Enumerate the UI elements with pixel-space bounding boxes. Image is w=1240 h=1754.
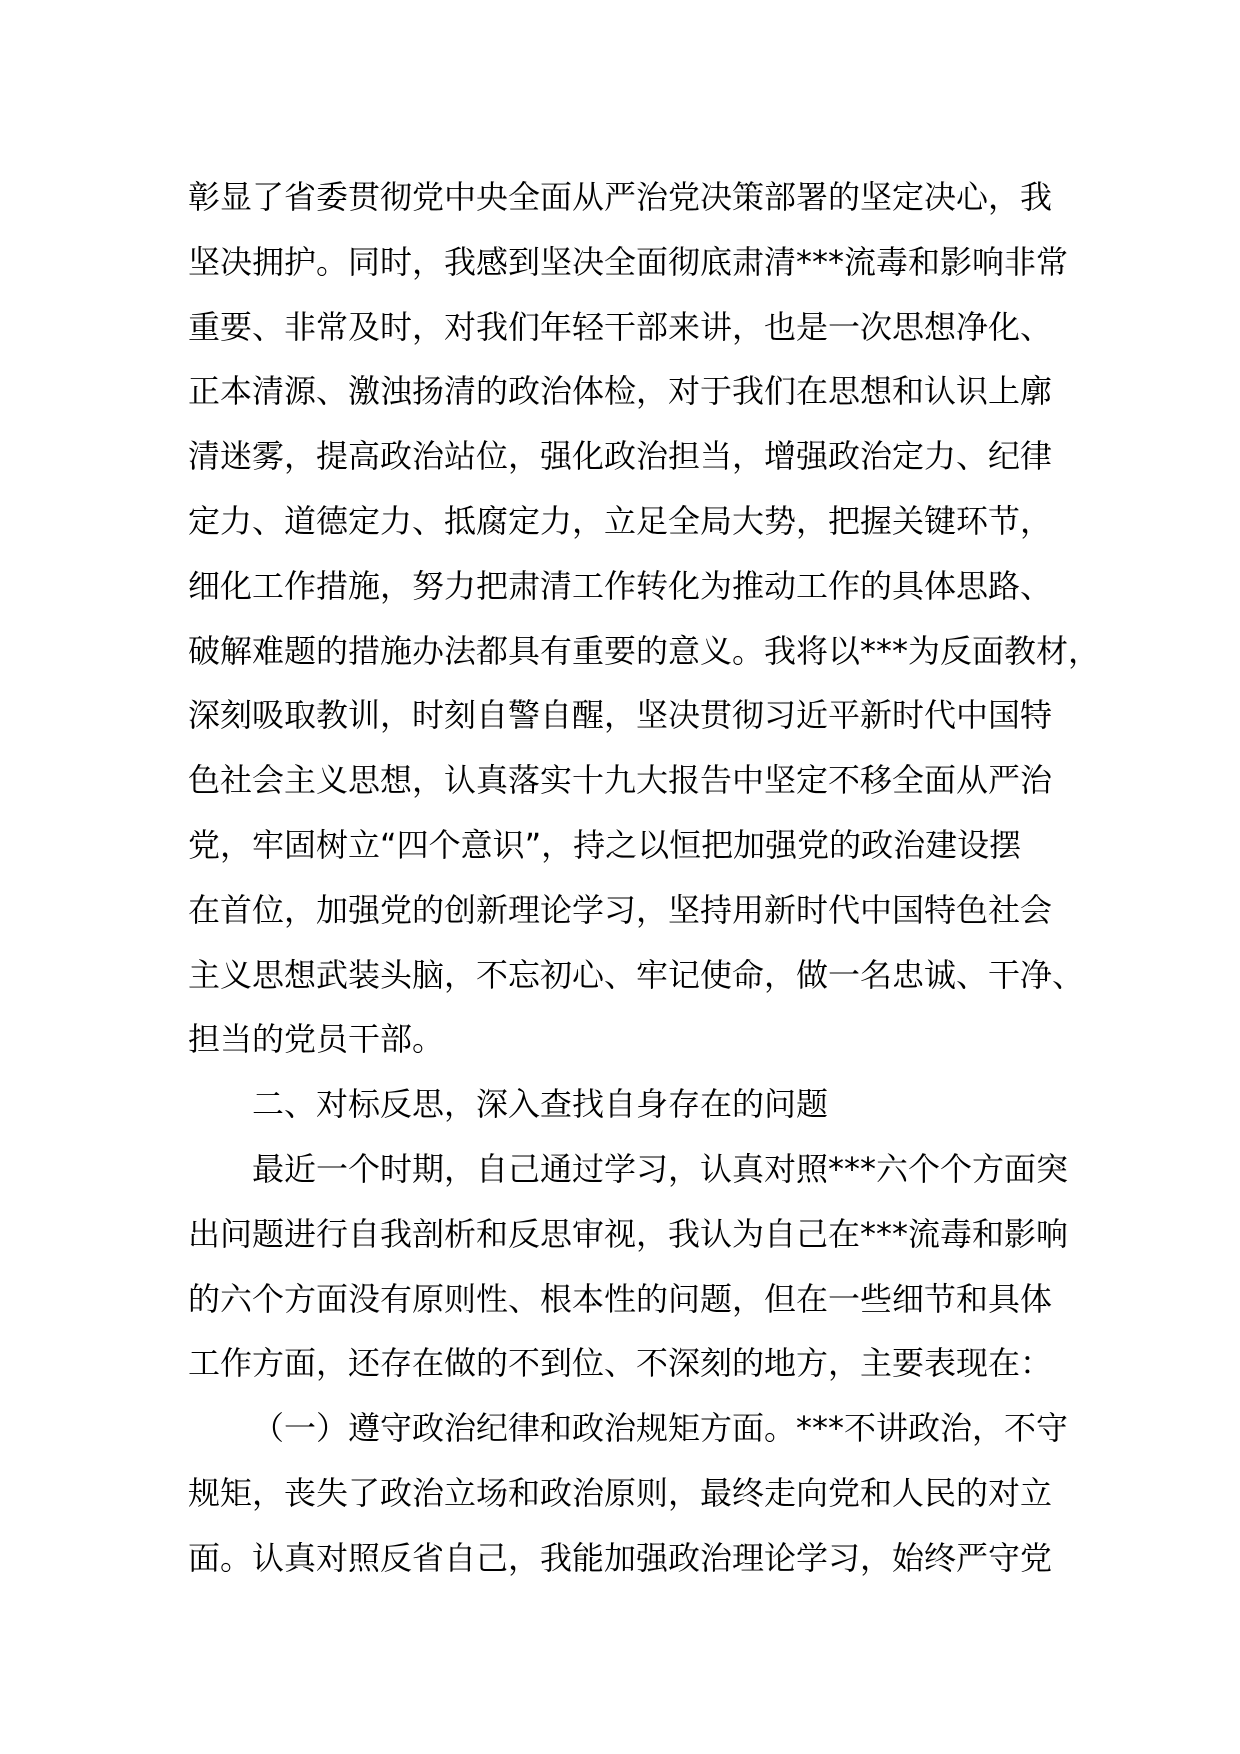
text-line: 正本清源、激浊扬清的政治体检，对于我们在思想和认识上廓 — [188, 372, 1053, 411]
text-line: 主义思想武装头脑，不忘初心、牢记使命，做一名忠诚、干净、 — [188, 955, 1085, 994]
text-line: 规矩，丧失了政治立场和政治原则，最终走向党和人民的对立 — [188, 1473, 1053, 1512]
text-line: 彰显了省委贯彻党中央全面从严治党决策部署的坚定决心，我 — [188, 178, 1053, 216]
text-line: 定力、道德定力、抵腐定力，立足全局大势，把握关键环节， — [188, 501, 1053, 540]
text-line: 细化工作措施，努力把肃清工作转化为推动工作的具体思路、 — [188, 566, 1053, 605]
text-line: 破解难题的措施办法都具有重要的意义。我将以***为反面教材， — [188, 631, 1101, 670]
text-line: 工作方面，还存在做的不到位、不深刻的地方，主要表现在： — [188, 1344, 1053, 1383]
text-line: 深刻吸取教训，时刻自警自醒，坚决贯彻习近平新时代中国特 — [188, 696, 1053, 735]
text-line: 清迷雾，提高政治站位，强化政治担当，增强政治定力、纪律 — [188, 437, 1053, 476]
text-line: 党，牢固树立“四个意识”，持之以恒把加强党的政治建设摆 — [188, 825, 1022, 864]
text-line: 最近一个时期，自己通过学习，认真对照***六个个方面突 — [252, 1149, 1069, 1188]
text-line: 的六个方面没有原则性、根本性的问题，但在一些细节和具体 — [188, 1279, 1053, 1318]
section-heading: 二、对标反思，深入查找自身存在的问题 — [252, 1085, 829, 1124]
text-line: 坚决拥护。同时，我感到坚决全面彻底肃清***流毒和影响非常 — [188, 242, 1069, 281]
text-line: 色社会主义思想，认真落实十九大报告中坚定不移全面从严治 — [188, 761, 1053, 800]
text-line: 担当的党员干部。 — [188, 1020, 445, 1059]
subsection-heading: （一）遵守政治纪律和政治规矩方面。***不讲政治，不守 — [252, 1409, 1069, 1448]
text-line: 面。认真对照反省自己，我能加强政治理论学习，始终严守党 — [188, 1538, 1053, 1577]
text-line: 出问题进行自我剖析和反思审视，我认为自己在***流毒和影响 — [188, 1214, 1069, 1253]
text-line: 重要、非常及时，对我们年轻干部来讲，也是一次思想净化、 — [188, 307, 1053, 346]
text-line: 在首位，加强党的创新理论学习，坚持用新时代中国特色社会 — [188, 890, 1053, 929]
document-body — [188, 165, 1108, 1591]
